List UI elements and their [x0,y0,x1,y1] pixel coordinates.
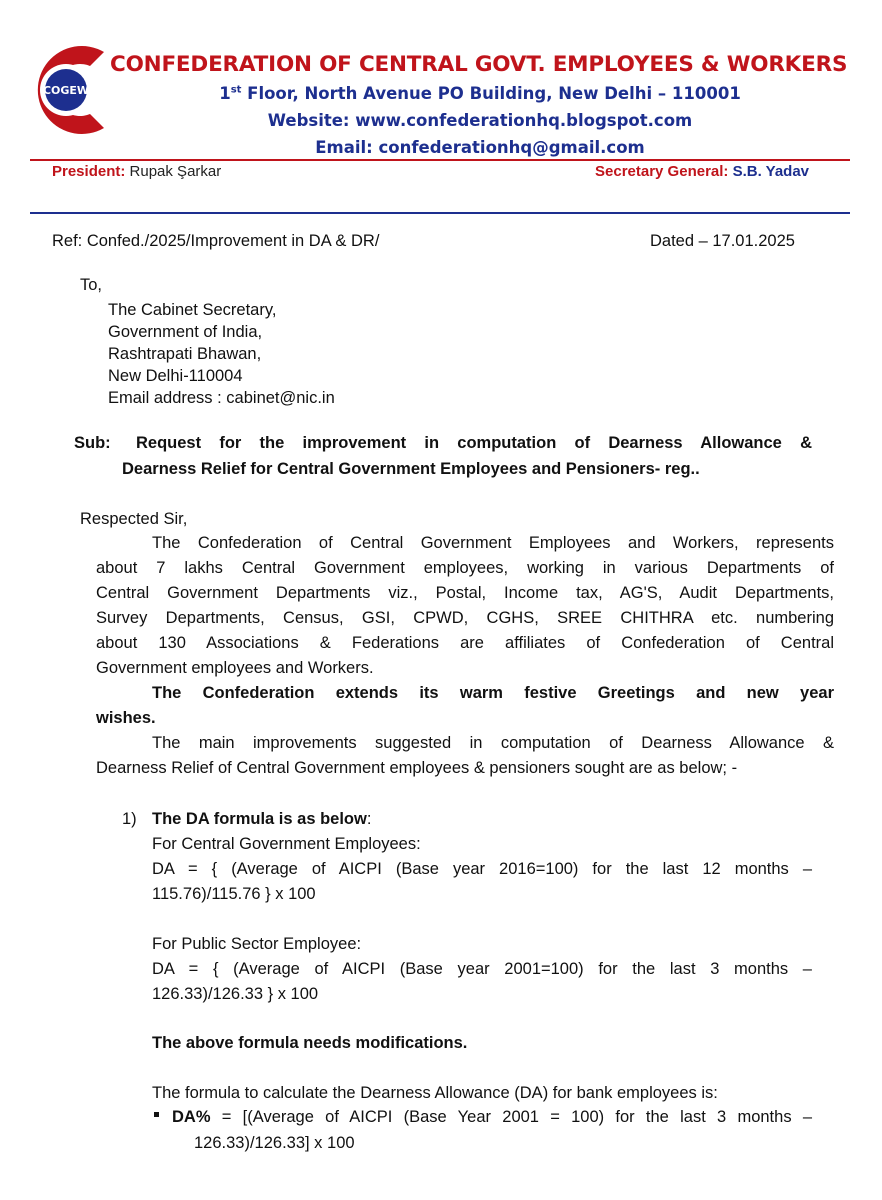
addressee-line: Rashtrapati Bhawan, [108,345,262,363]
addressee-line: New Delhi-110004 [108,367,243,385]
secretary-label: Secretary General: [595,163,729,180]
addressee-line: The Cabinet Secretary, [108,301,277,319]
cg-formula-line: 115.76)/115.76 } x 100 [152,885,316,903]
website-line: Website: www.confederationhq.blogspot.com [267,111,693,130]
item-number: 1) [122,810,137,828]
ps-formula-line: DA = { (Average of AICPI (Base year 2001=100) for the last 3 months – [152,960,812,978]
bank-formula-intro: The formula to calculate the Dearness Allowance (DA) for bank employees is: [152,1084,718,1102]
greeting-line: The Confederation extends its warm festive Greetings and new year [152,684,834,702]
cg-employees-label: For Central Government Employees: [152,835,421,853]
item-heading-text: The DA formula is as below [152,810,367,828]
header-divider-red [30,159,850,161]
header-divider-blue [30,212,850,214]
president-label: President: [52,163,126,180]
item-heading-colon: : [366,810,372,828]
address-rest: Floor, North Avenue PO Building, New Delhi – 110001 [241,84,741,103]
subject-line: Request for the improvement in computation of Dearness Allowance & [136,434,812,452]
organization-logo [18,42,114,138]
paragraph-line: about 7 lakhs Central Government employees, working in various Departments of [96,559,834,577]
bank-formula-text: = [(Average of AICPI (Base Year 2001 = 100) for the last 3 months – [210,1108,812,1126]
secretary-line [595,163,809,180]
bullet-icon [154,1112,159,1117]
bank-formula-label: DA% [172,1108,211,1126]
address-floor-suffix: st [230,84,242,96]
ps-employees-label: For Public Sector Employee: [152,935,362,953]
bank-formula-line: 126.33)/126.33] x 100 [194,1134,355,1152]
ps-formula-line: 126.33)/126.33 } x 100 [152,985,319,1003]
cg-formula-line: DA = { (Average of AICPI (Base year 2016=100) for the last 12 months – [152,860,812,878]
paragraph-line: The main improvements suggested in computation of Dearness Allowance & [152,734,834,752]
address-floor-number: 1 [219,84,231,103]
paragraph-line: Dearness Relief of Central Government employees & pensioners sought are as below; - [96,759,738,777]
to-label: To, [80,276,103,294]
paragraph-line: Central Government Departments viz., Postal, Income tax, AG'S, Audit Departments, [96,584,834,602]
address-line [110,84,850,103]
greeting-line: wishes. [96,709,156,727]
bank-formula-line [172,1108,812,1127]
addressee-email: Email address : cabinet@nic.in [108,389,335,407]
paragraph-line: The Confederation of Central Government Employees and Workers, represents [152,534,834,552]
logo-text: COGEW [42,84,90,97]
item-heading [152,810,371,829]
salutation: Respected Sir, [80,510,188,528]
reference-number: Ref: Confed./2025/Improvement in DA & DR/ [52,232,380,250]
secretary-name: S.B. Yadav [732,163,810,180]
paragraph-line: Government employees and Workers. [96,659,374,677]
modification-note: The above formula needs modifications. [152,1034,468,1052]
president-line [52,163,221,180]
addressee-line: Government of India, [108,323,263,341]
email-line: Email: confederationhq@gmail.com [315,138,645,157]
president-name: Rupak Şarkar [129,163,222,180]
paragraph-line: about 130 Associations & Federations are affiliates of Confederation of Central [96,634,834,652]
letter-date: Dated – 17.01.2025 [650,232,795,250]
subject-line: Dearness Relief for Central Government Employees and Pensioners- reg.. [122,460,700,478]
paragraph-line: Survey Departments, Census, GSI, CPWD, CGHS, SREE CHITHRA etc. numbering [96,609,834,627]
organization-name: CONFEDERATION OF CENTRAL GOVT. EMPLOYEES & WORKERS [110,52,848,77]
subject-label: Sub: [74,434,111,452]
